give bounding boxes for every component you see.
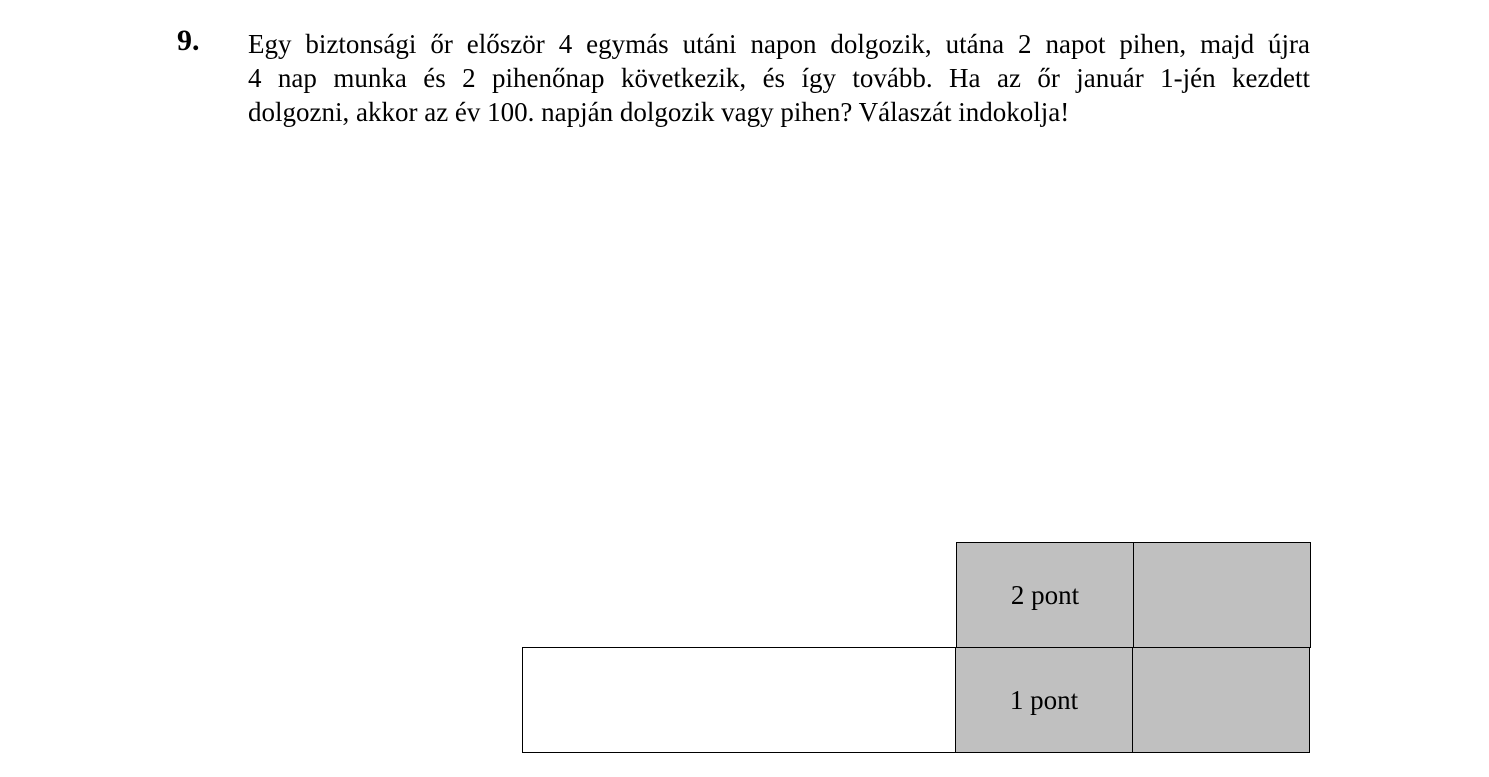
points-label-1: 1 pont	[956, 648, 1133, 753]
score-table-row-1	[956, 542, 1311, 648]
problem-text	[248, 27, 1310, 129]
problem-text-line-3: dolgozni, akkor az év 100. napján dolgozik vagy pihen? Válaszát indokolja!	[248, 97, 1070, 127]
problem-text-line-2: 4 nap munka és 2 pihenőnap következik, és így tovább. Ha az őr január 1-jén kezdett	[248, 63, 1310, 93]
answer-box[interactable]	[523, 648, 956, 753]
score-table-row-2	[522, 647, 1310, 753]
points-label-2: 2 pont	[957, 543, 1134, 648]
score-box-2[interactable]	[1133, 648, 1310, 753]
score-box-1[interactable]	[1134, 543, 1311, 648]
problem-number: 9.	[177, 24, 200, 57]
problem-text-line-1: Egy biztonsági őr először 4 egymás utáni napon dolgozik, utána 2 napot pihen, majd újra	[248, 29, 1310, 59]
